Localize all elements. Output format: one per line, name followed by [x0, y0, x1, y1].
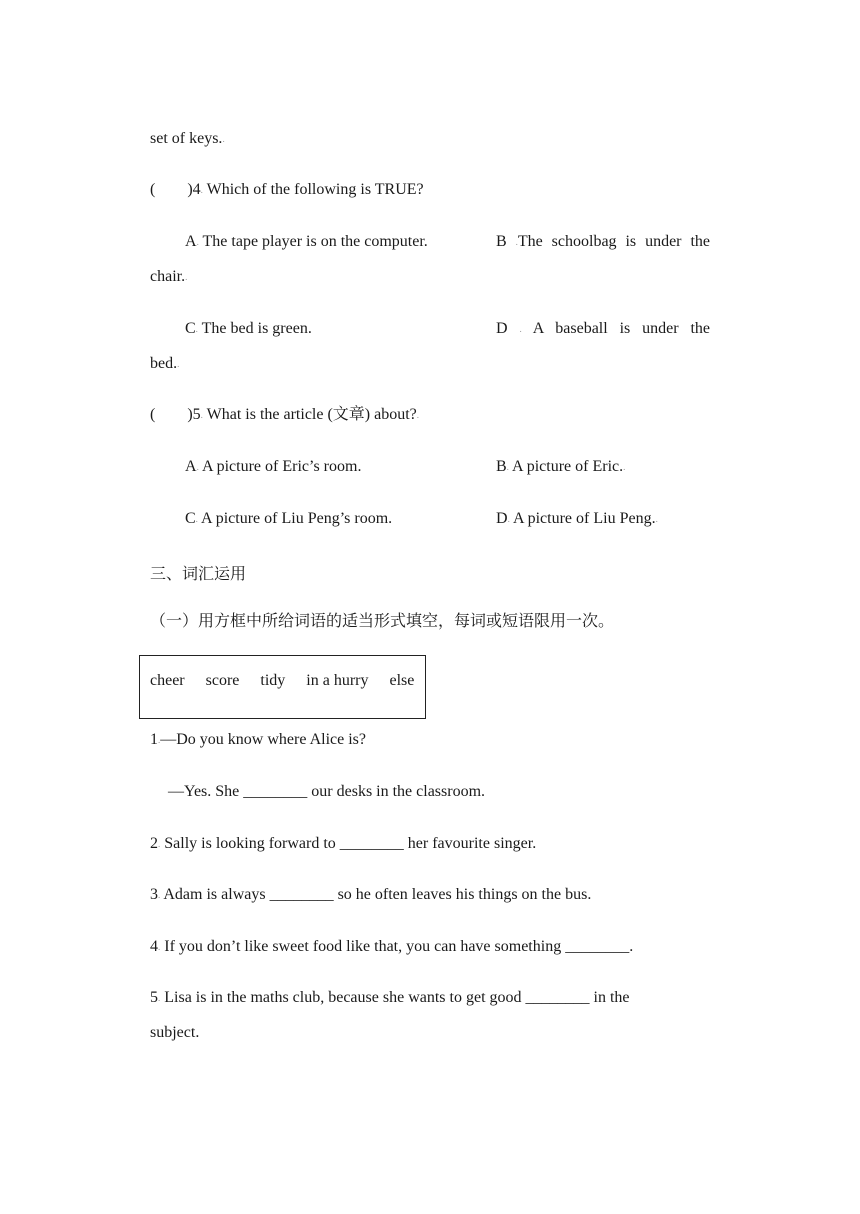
word-bank-item: else: [389, 672, 415, 689]
section-instruction: （一）用方框中所给词语的适当形式填空，每词或短语限用一次。: [150, 611, 615, 630]
question-5-option-d: D. A picture of Liu Peng..: [496, 510, 658, 527]
exercise-1-line-2: —Yes. She ________ our desks in the classroom.: [168, 783, 486, 800]
option-d-continuation: bed..: [150, 355, 180, 372]
option-c: C. The bed is green.: [185, 320, 312, 337]
word-bank-words: [150, 671, 414, 691]
word-bank-box: [139, 655, 426, 719]
question-5-option-a: A. A picture of Eric’s room.: [185, 458, 362, 475]
word-bank-item: tidy: [260, 672, 286, 689]
option-a: A. The tape player is on the computer.: [185, 233, 428, 250]
question-5-option-c: C. A picture of Liu Peng’s room.: [185, 510, 393, 527]
exercise-1-line-1: 1.—Do you know where Alice is?: [150, 731, 366, 748]
word-bank-item: score: [205, 672, 240, 689]
exercise-4: 4. If you don’t like sweet food like that, you can have something ________.: [150, 938, 634, 955]
option-d: D . A baseball is under the: [496, 320, 711, 337]
exercise-3: 3. Adam is always ________ so he often leaves his things on the bus.: [150, 886, 592, 903]
exercise-5-line-2: subject.: [150, 1024, 200, 1041]
question-5-stem: ( )5. What is the article (文章) about?.: [150, 406, 420, 423]
exercise-2: 2. Sally is looking forward to ________ her favourite singer.: [150, 835, 537, 852]
question-4-row-ab: [185, 232, 710, 252]
question-4-stem: ( )4. Which of the following is TRUE?: [150, 181, 424, 198]
word-bank-item: cheer: [150, 672, 185, 689]
exercise-5-line-1: 5. Lisa is in the maths club, because she wants to get good ________ in the: [150, 989, 630, 1006]
option-b: B .The schoolbag is under the: [496, 233, 710, 250]
word-bank-item: in a hurry: [306, 672, 369, 689]
question-5-option-b: B. A picture of Eric..: [496, 458, 626, 475]
continuation-text: set of keys..: [150, 130, 225, 147]
section-heading: 三、词汇运用: [150, 564, 247, 583]
question-4-row-cd: [185, 319, 710, 339]
option-b-continuation: chair..: [150, 268, 188, 285]
